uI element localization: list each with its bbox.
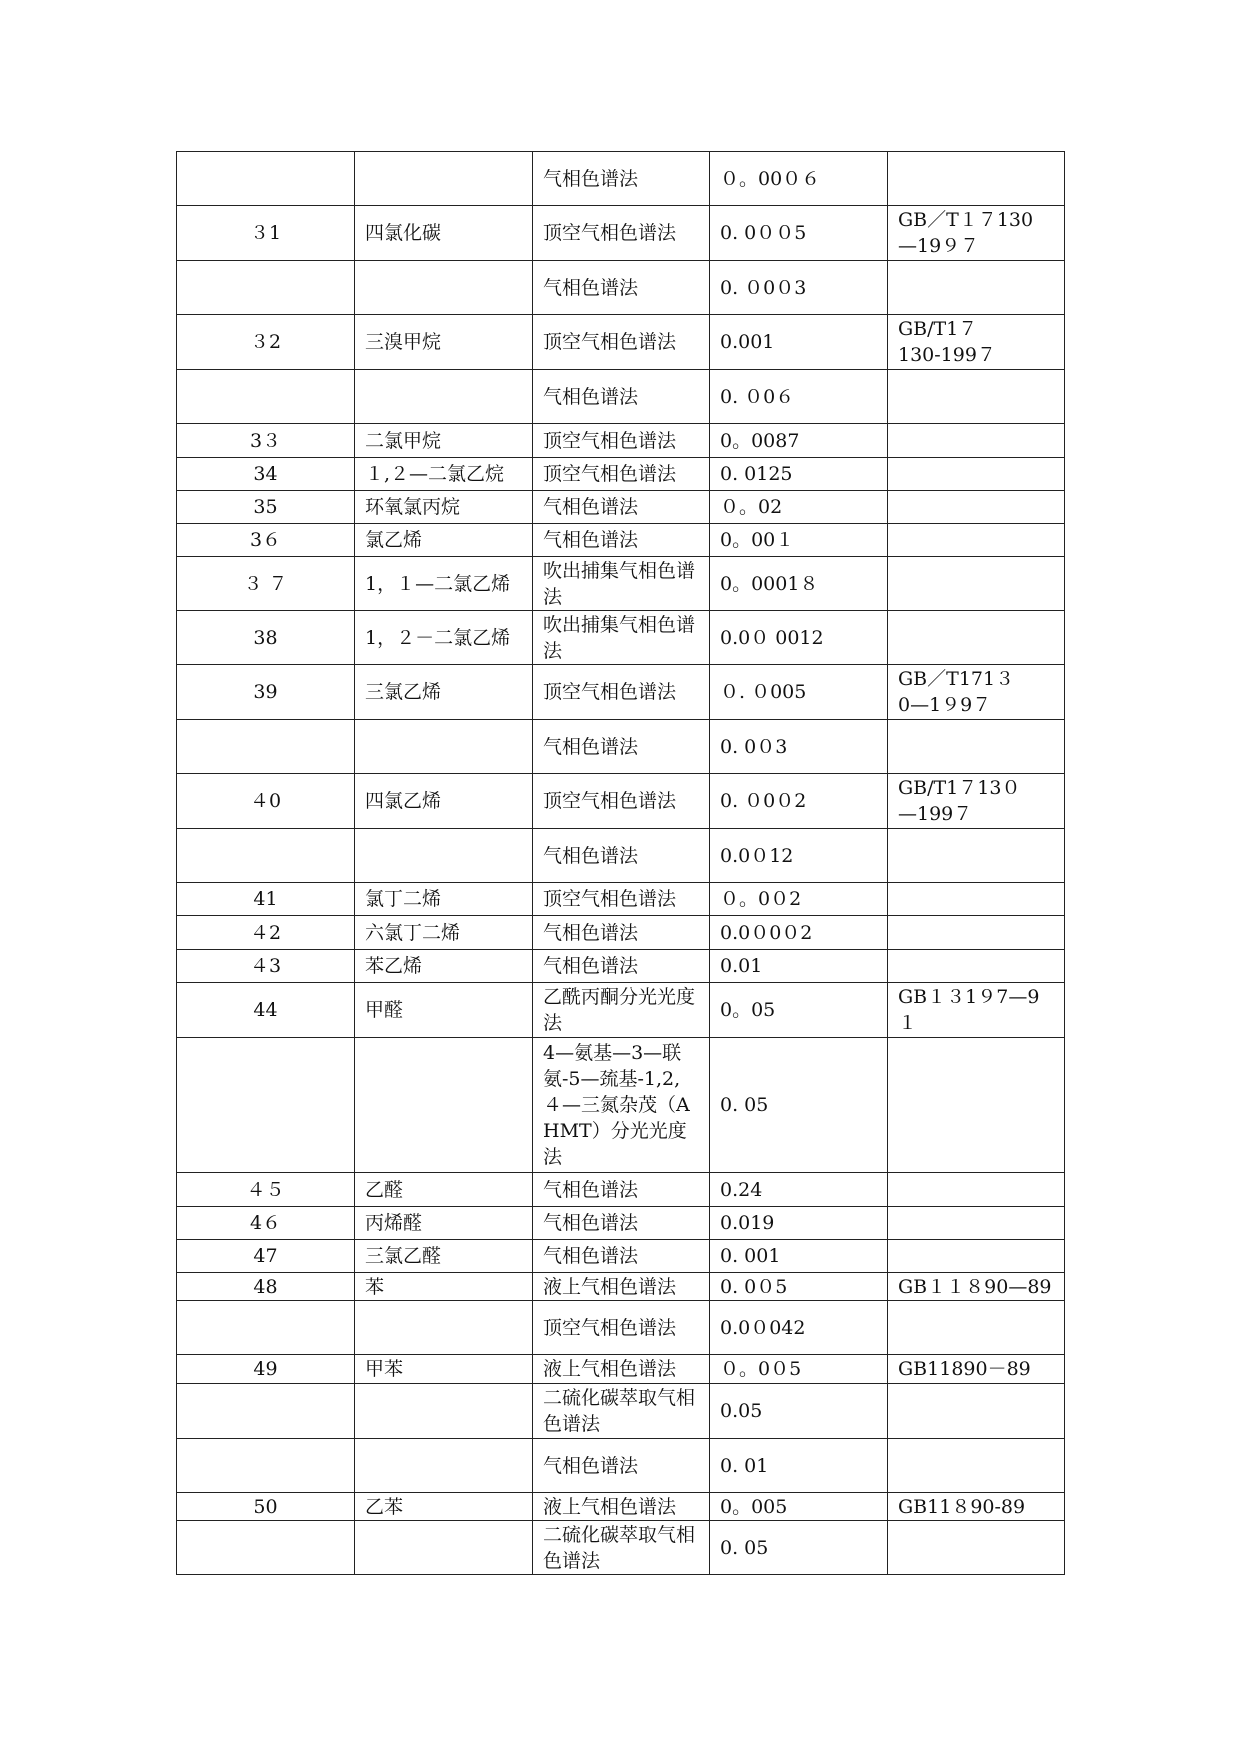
- substance-name: 氯丁二烯: [355, 883, 533, 916]
- test-method: 吹出捕集气相色谱法: [533, 611, 710, 665]
- row-number: [177, 152, 355, 206]
- test-method: 气相色谱法: [533, 524, 710, 557]
- detection-limit: 0. 001: [710, 1240, 888, 1273]
- table-row: [177, 1384, 1065, 1439]
- table-row: [177, 524, 1065, 557]
- substance-name: 甲苯: [355, 1355, 533, 1384]
- row-number: 49: [177, 1355, 355, 1384]
- test-method: 气相色谱法: [533, 950, 710, 983]
- standard-number: [888, 1521, 1065, 1575]
- row-number: ４2: [177, 916, 355, 950]
- detection-limit: ０. ０005: [710, 665, 888, 720]
- row-number: [177, 829, 355, 883]
- table-row: [177, 1355, 1065, 1384]
- test-method: 气相色谱法: [533, 370, 710, 424]
- test-method: 吹出捕集气相色谱法: [533, 557, 710, 611]
- substance-name: 三氯乙烯: [355, 665, 533, 720]
- detection-limit: ０。00０６: [710, 152, 888, 206]
- detection-limit: 0。00１: [710, 524, 888, 557]
- detection-limit: 0.001: [710, 315, 888, 370]
- row-number: 3６: [177, 524, 355, 557]
- standard-number: [888, 261, 1065, 315]
- test-method: 4—氨基—3—联氨-5—巯基-1,2,４—三氮杂茂（AHMT）分光光度法: [533, 1038, 710, 1173]
- test-method: 二硫化碳萃取气相色谱法: [533, 1384, 710, 1439]
- row-number: 4６: [177, 1207, 355, 1240]
- detection-limit: 0。0087: [710, 424, 888, 458]
- test-method: 顶空气相色谱法: [533, 206, 710, 261]
- substance-name: [355, 1038, 533, 1173]
- standard-number: [888, 557, 1065, 611]
- detection-limit: 0. 0０3: [710, 720, 888, 774]
- detection-limit: 0.0０0０2: [710, 916, 888, 950]
- table-row: [177, 950, 1065, 983]
- test-method: 气相色谱法: [533, 261, 710, 315]
- row-number: 34: [177, 458, 355, 491]
- detection-limit: ０。02: [710, 491, 888, 524]
- table-row: [177, 611, 1065, 665]
- row-number: ４５: [177, 1173, 355, 1207]
- standard-number: [888, 152, 1065, 206]
- detection-limit: 0. ０0０3: [710, 261, 888, 315]
- row-number: 3３: [177, 424, 355, 458]
- table-row: [177, 1521, 1065, 1575]
- detection-limit: 0. ０0６: [710, 370, 888, 424]
- substance-name: 三溴甲烷: [355, 315, 533, 370]
- substance-name: 环氧氯丙烷: [355, 491, 533, 524]
- table-row: [177, 665, 1065, 720]
- test-method: 顶空气相色谱法: [533, 424, 710, 458]
- detection-limit: 0.24: [710, 1173, 888, 1207]
- standard-number: [888, 424, 1065, 458]
- standard-number: GB/T1７ 130-199７: [888, 315, 1065, 370]
- detection-limit: 0.019: [710, 1207, 888, 1240]
- substance-name: 丙烯醛: [355, 1207, 533, 1240]
- row-number: [177, 1439, 355, 1493]
- standard-number: GB11８90-89: [888, 1493, 1065, 1521]
- row-number: ４3: [177, 950, 355, 983]
- substance-name: 苯乙烯: [355, 950, 533, 983]
- table-row: [177, 261, 1065, 315]
- standard-number: [888, 950, 1065, 983]
- row-number: 50: [177, 1493, 355, 1521]
- row-number: [177, 1301, 355, 1355]
- test-method: 乙酰丙酮分光光度法: [533, 983, 710, 1038]
- substance-name: 四氯乙烯: [355, 774, 533, 829]
- standard-number: [888, 1301, 1065, 1355]
- detection-limit: 0.0０042: [710, 1301, 888, 1355]
- standard-number: GB１３1９7—9 １: [888, 983, 1065, 1038]
- detection-limit: 0. 05: [710, 1521, 888, 1575]
- row-number: [177, 1521, 355, 1575]
- standard-number: [888, 458, 1065, 491]
- substance-name: [355, 370, 533, 424]
- row-number: [177, 720, 355, 774]
- test-method: 顶空气相色谱法: [533, 1301, 710, 1355]
- detection-limit: ０。0０2: [710, 883, 888, 916]
- detection-limit: 0。005: [710, 1493, 888, 1521]
- row-number: ４0: [177, 774, 355, 829]
- substance-name: [355, 1521, 533, 1575]
- test-method: 顶空气相色谱法: [533, 665, 710, 720]
- standard-number: [888, 611, 1065, 665]
- substance-name: [355, 261, 533, 315]
- standard-number: [888, 1207, 1065, 1240]
- test-method: 气相色谱法: [533, 152, 710, 206]
- test-method: 气相色谱法: [533, 829, 710, 883]
- row-number: 44: [177, 983, 355, 1038]
- substance-name: [355, 1384, 533, 1439]
- table-row: [177, 152, 1065, 206]
- table-row: [177, 370, 1065, 424]
- test-method: 液上气相色谱法: [533, 1493, 710, 1521]
- substance-name: 三氯乙醛: [355, 1240, 533, 1273]
- standard-number: [888, 829, 1065, 883]
- table-row: [177, 916, 1065, 950]
- detection-limit: 0. 0０5: [710, 1273, 888, 1301]
- row-number: ３1: [177, 206, 355, 261]
- substance-name: 氯乙烯: [355, 524, 533, 557]
- test-method: 气相色谱法: [533, 916, 710, 950]
- standard-number: [888, 720, 1065, 774]
- detection-limit: 0. 0125: [710, 458, 888, 491]
- substance-name: 1，１—二氯乙烯: [355, 557, 533, 611]
- standard-number: GB／T171３ 0—1９9７: [888, 665, 1065, 720]
- standard-number: GB／T１７130 —19９７: [888, 206, 1065, 261]
- test-method: 气相色谱法: [533, 1240, 710, 1273]
- table-row: [177, 1301, 1065, 1355]
- detection-limit: 0. 05: [710, 1038, 888, 1173]
- test-method: 顶空气相色谱法: [533, 315, 710, 370]
- test-method: 气相色谱法: [533, 1207, 710, 1240]
- table-row: [177, 557, 1065, 611]
- substance-name: [355, 1301, 533, 1355]
- substance-name: [355, 152, 533, 206]
- table-row: [177, 458, 1065, 491]
- detection-limit: 0.01: [710, 950, 888, 983]
- row-number: [177, 1384, 355, 1439]
- table-row: [177, 206, 1065, 261]
- substance-name: 1，２－二氯乙烯: [355, 611, 533, 665]
- standard-number: [888, 1173, 1065, 1207]
- table-row: [177, 1173, 1065, 1207]
- standard-number: [888, 1384, 1065, 1439]
- test-method: 气相色谱法: [533, 1439, 710, 1493]
- row-number: 35: [177, 491, 355, 524]
- row-number: [177, 1038, 355, 1173]
- detection-limit: 0. 01: [710, 1439, 888, 1493]
- test-method: 液上气相色谱法: [533, 1355, 710, 1384]
- standard-number: [888, 370, 1065, 424]
- detection-limit: 0.0０12: [710, 829, 888, 883]
- test-method: 液上气相色谱法: [533, 1273, 710, 1301]
- substance-name: １,２—二氯乙烷: [355, 458, 533, 491]
- row-number: 38: [177, 611, 355, 665]
- substance-name: 四氯化碳: [355, 206, 533, 261]
- table-row: [177, 1038, 1065, 1173]
- table-row: [177, 1207, 1065, 1240]
- standard-number: GB/T1７13０ —199７: [888, 774, 1065, 829]
- standards-table: [176, 151, 1065, 1575]
- detection-limit: 0. ０0０2: [710, 774, 888, 829]
- table-row: [177, 983, 1065, 1038]
- table-row: [177, 883, 1065, 916]
- test-method: 顶空气相色谱法: [533, 883, 710, 916]
- substance-name: [355, 829, 533, 883]
- row-number: 48: [177, 1273, 355, 1301]
- substance-name: 乙苯: [355, 1493, 533, 1521]
- standard-number: [888, 491, 1065, 524]
- test-method: 气相色谱法: [533, 1173, 710, 1207]
- row-number: 41: [177, 883, 355, 916]
- test-method: 气相色谱法: [533, 491, 710, 524]
- test-method: 顶空气相色谱法: [533, 458, 710, 491]
- standard-number: [888, 916, 1065, 950]
- substance-name: 乙醛: [355, 1173, 533, 1207]
- row-number: ３ ７: [177, 557, 355, 611]
- detection-limit: 0.0０ 0012: [710, 611, 888, 665]
- table-row: [177, 1439, 1065, 1493]
- detection-limit: 0。05: [710, 983, 888, 1038]
- table-row: [177, 1240, 1065, 1273]
- row-number: [177, 261, 355, 315]
- table-row: [177, 829, 1065, 883]
- standard-number: [888, 883, 1065, 916]
- standard-number: [888, 524, 1065, 557]
- standard-number: [888, 1038, 1065, 1173]
- table-row: [177, 720, 1065, 774]
- test-method: 二硫化碳萃取气相色谱法: [533, 1521, 710, 1575]
- table-row: [177, 1493, 1065, 1521]
- row-number: 39: [177, 665, 355, 720]
- table-row: [177, 424, 1065, 458]
- substance-name: 甲醛: [355, 983, 533, 1038]
- table-row: [177, 315, 1065, 370]
- substance-name: 二氯甲烷: [355, 424, 533, 458]
- detection-limit: 0.05: [710, 1384, 888, 1439]
- table-row: [177, 1273, 1065, 1301]
- substance-name: 苯: [355, 1273, 533, 1301]
- detection-limit: 0。0001８: [710, 557, 888, 611]
- row-number: ３2: [177, 315, 355, 370]
- substance-name: [355, 1439, 533, 1493]
- detection-limit: ０。0０5: [710, 1355, 888, 1384]
- detection-limit: 0. 0００5: [710, 206, 888, 261]
- test-method: 顶空气相色谱法: [533, 774, 710, 829]
- test-method: 气相色谱法: [533, 720, 710, 774]
- row-number: [177, 370, 355, 424]
- standard-number: GB１１８90—89: [888, 1273, 1065, 1301]
- standard-number: [888, 1240, 1065, 1273]
- row-number: 47: [177, 1240, 355, 1273]
- table-row: [177, 491, 1065, 524]
- standard-number: GB11890－89: [888, 1355, 1065, 1384]
- substance-name: [355, 720, 533, 774]
- standard-number: [888, 1439, 1065, 1493]
- substance-name: 六氯丁二烯: [355, 916, 533, 950]
- table-row: [177, 774, 1065, 829]
